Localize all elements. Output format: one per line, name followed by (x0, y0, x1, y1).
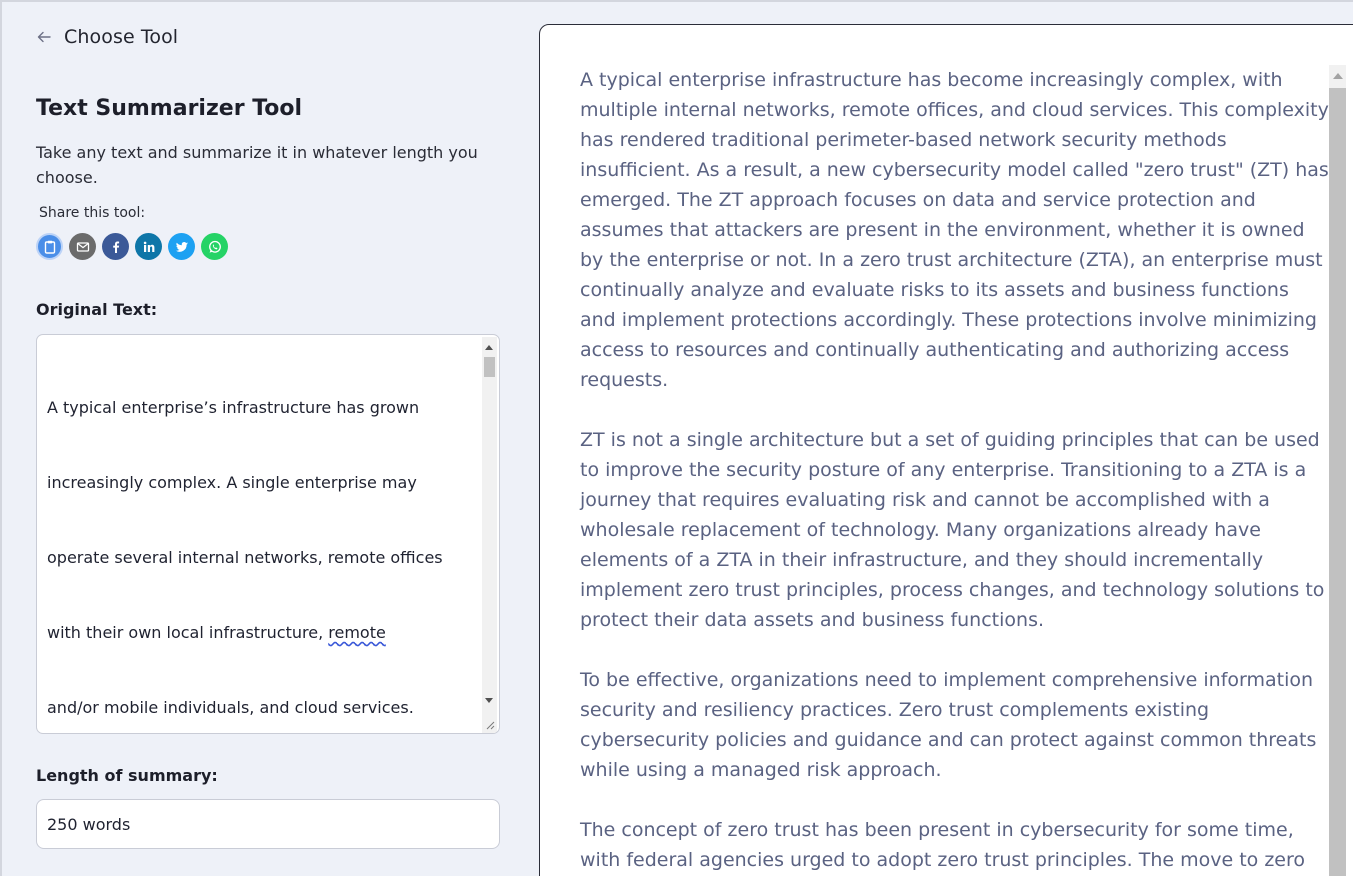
scroll-down-arrow-icon[interactable] (485, 698, 493, 703)
linkedin-icon (142, 240, 156, 254)
arrow-left-icon (36, 29, 52, 45)
text-line: and/or mobile individuals, and cloud services. (47, 698, 414, 717)
text-line: operate several internal networks, remote offices (47, 548, 443, 567)
summary-length-label: Length of summary: (36, 766, 218, 785)
summary-paragraph: The concept of zero trust has been present in cybersecurity for some time, with federal agencies urged to adopt zero trust principles. The move to zero (580, 819, 1306, 871)
scrollbar-thumb[interactable] (484, 357, 495, 377)
original-text-area[interactable] (36, 334, 500, 734)
text-line: increasingly complex. A single enterprise may (47, 473, 417, 492)
resize-handle-icon[interactable] (485, 720, 495, 730)
back-link-label: Choose Tool (64, 26, 179, 48)
scrollbar-thumb[interactable] (1329, 88, 1346, 876)
summary-paragraph: A typical enterprise infrastructure has become increasingly complex, with multiple internal networks, remote offices, and cloud services. This complexity has rendered traditional perimeter-based network security methods insufficient. As a result, a new cybersecurity model called "zero trust" (ZT) has emerged. The ZT approach focuses on data and service protection and assumes that attackers are present in the environment, whether it is owned by the enterprise or not. In a zero trust architecture (ZTA), an enterprise must continually analyze and evaluate risks to its assets and business functions and implement protections accordingly. These protections involve minimizing access to resources and continually authenticating and authorizing access requests. (580, 69, 1329, 391)
share-email-button[interactable] (69, 233, 96, 260)
share-whatsapp-button[interactable] (201, 233, 228, 260)
email-icon (76, 240, 90, 254)
text-line: with their own local infrastructure, remote (47, 623, 386, 642)
summary-output-panel (539, 24, 1353, 876)
clipboard-icon (43, 240, 57, 254)
text-line: A typical enterprise’s infrastructure has grown (47, 398, 420, 417)
whatsapp-icon (207, 239, 223, 255)
original-text-label: Original Text: (36, 300, 158, 319)
summary-scrollbar[interactable] (1329, 65, 1346, 876)
summary-length-input[interactable] (36, 799, 500, 849)
scroll-up-arrow-icon[interactable] (1333, 73, 1343, 79)
share-linkedin-button[interactable] (135, 233, 162, 260)
tool-description: Take any text and summarize it in whatever length you choose. (36, 143, 478, 187)
facebook-icon (109, 240, 123, 254)
scroll-up-arrow-icon[interactable] (485, 345, 493, 350)
original-text-content[interactable] (47, 345, 472, 734)
share-facebook-button[interactable] (102, 233, 129, 260)
summary-paragraph: To be effective, organizations need to implement comprehensive information security and resiliency practices. Zero trust complements existing cybersecurity policies and guidance and can protect against common threats while using a managed risk approach. (580, 669, 1317, 781)
original-text-scrollbar[interactable] (482, 337, 497, 733)
share-label: Share this tool: (39, 205, 146, 221)
summary-output-text[interactable] (580, 65, 1330, 876)
page-title: Text Summarizer Tool (36, 96, 303, 121)
share-clipboard-button[interactable] (36, 233, 63, 260)
summary-paragraph: ZT is not a single architecture but a set of guiding principles that can be used to improve the security posture of any enterprise. Transitioning to a ZTA is a journey that requires evaluating risk and cannot be accomplished with a wholesale replacement of technology. Many organizations already have elements of a ZTA in their infrastructure, and they should incrementally implement zero trust principles, process changes, and technology solutions to protect their data assets and business functions. (580, 429, 1325, 631)
share-buttons (36, 233, 228, 260)
share-twitter-button[interactable] (168, 233, 195, 260)
twitter-icon (175, 240, 189, 254)
back-link[interactable] (36, 26, 178, 48)
